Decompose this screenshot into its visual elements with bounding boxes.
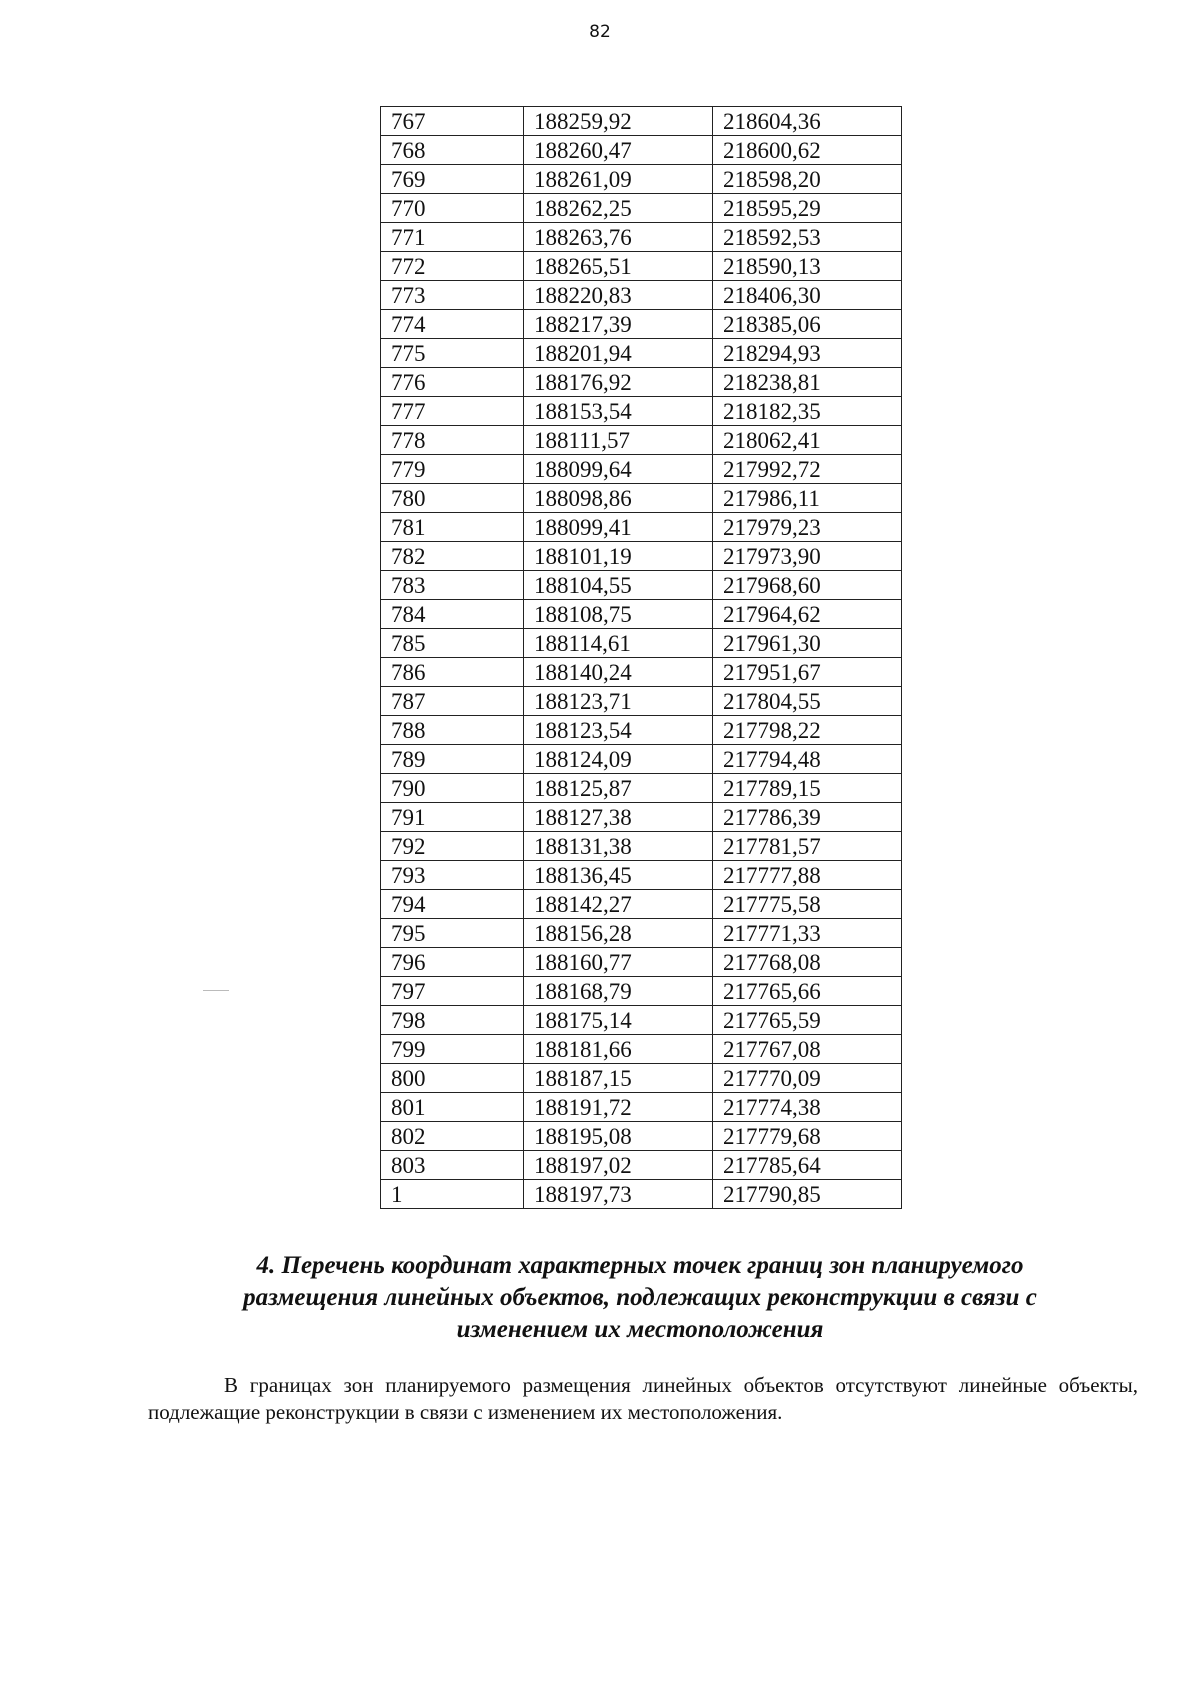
point-number-cell: 771 <box>381 223 524 252</box>
y-coordinate-cell: 217961,30 <box>713 629 902 658</box>
y-coordinate-cell: 218600,62 <box>713 136 902 165</box>
table-row <box>381 1006 902 1035</box>
x-coordinate-cell: 188123,54 <box>524 716 713 745</box>
y-coordinate-cell: 218385,06 <box>713 310 902 339</box>
x-coordinate-cell: 188153,54 <box>524 397 713 426</box>
x-coordinate-cell: 188191,72 <box>524 1093 713 1122</box>
x-coordinate-cell: 188131,38 <box>524 832 713 861</box>
x-coordinate-cell: 188259,92 <box>524 107 713 136</box>
point-number-cell: 778 <box>381 426 524 455</box>
y-coordinate-cell: 217768,08 <box>713 948 902 977</box>
x-coordinate-cell: 188175,14 <box>524 1006 713 1035</box>
point-number-cell: 785 <box>381 629 524 658</box>
point-number-cell: 780 <box>381 484 524 513</box>
x-coordinate-cell: 188127,38 <box>524 803 713 832</box>
x-coordinate-cell: 188108,75 <box>524 600 713 629</box>
x-coordinate-cell: 188098,86 <box>524 484 713 513</box>
y-coordinate-cell: 218182,35 <box>713 397 902 426</box>
y-coordinate-cell: 218598,20 <box>713 165 902 194</box>
x-coordinate-cell: 188124,09 <box>524 745 713 774</box>
table-row <box>381 281 902 310</box>
table-row <box>381 1151 902 1180</box>
x-coordinate-cell: 188136,45 <box>524 861 713 890</box>
table-row <box>381 107 902 136</box>
scan-mark <box>203 990 229 991</box>
point-number-cell: 801 <box>381 1093 524 1122</box>
y-coordinate-cell: 218294,93 <box>713 339 902 368</box>
x-coordinate-cell: 188181,66 <box>524 1035 713 1064</box>
y-coordinate-cell: 217779,68 <box>713 1122 902 1151</box>
table-row <box>381 368 902 397</box>
section-heading-line: 4. Перечень координат характерных точек границ зон планируемого <box>256 1252 1024 1279</box>
table-row <box>381 977 902 1006</box>
point-number-cell: 803 <box>381 1151 524 1180</box>
point-number-cell: 774 <box>381 310 524 339</box>
x-coordinate-cell: 188201,94 <box>524 339 713 368</box>
point-number-cell: 769 <box>381 165 524 194</box>
y-coordinate-cell: 217771,33 <box>713 919 902 948</box>
point-number-cell: 798 <box>381 1006 524 1035</box>
y-coordinate-cell: 218595,29 <box>713 194 902 223</box>
x-coordinate-cell: 188176,92 <box>524 368 713 397</box>
point-number-cell: 786 <box>381 658 524 687</box>
point-number-cell: 773 <box>381 281 524 310</box>
table-row <box>381 716 902 745</box>
y-coordinate-cell: 218590,13 <box>713 252 902 281</box>
point-number-cell: 783 <box>381 571 524 600</box>
point-number-cell: 788 <box>381 716 524 745</box>
x-coordinate-cell: 188142,27 <box>524 890 713 919</box>
y-coordinate-cell: 217798,22 <box>713 716 902 745</box>
point-number-cell: 782 <box>381 542 524 571</box>
table-row <box>381 890 902 919</box>
y-coordinate-cell: 217979,23 <box>713 513 902 542</box>
y-coordinate-cell: 217992,72 <box>713 455 902 484</box>
x-coordinate-cell: 188261,09 <box>524 165 713 194</box>
x-coordinate-cell: 188114,61 <box>524 629 713 658</box>
x-coordinate-cell: 188220,83 <box>524 281 713 310</box>
table-row <box>381 136 902 165</box>
point-number-cell: 1 <box>381 1180 524 1209</box>
point-number-cell: 787 <box>381 687 524 716</box>
table-row <box>381 1180 902 1209</box>
point-number-cell: 791 <box>381 803 524 832</box>
y-coordinate-cell: 217964,62 <box>713 600 902 629</box>
x-coordinate-cell: 188262,25 <box>524 194 713 223</box>
point-number-cell: 779 <box>381 455 524 484</box>
y-coordinate-cell: 217777,88 <box>713 861 902 890</box>
table-row <box>381 658 902 687</box>
y-coordinate-cell: 217794,48 <box>713 745 902 774</box>
x-coordinate-cell: 188101,19 <box>524 542 713 571</box>
x-coordinate-cell: 188265,51 <box>524 252 713 281</box>
table-row <box>381 687 902 716</box>
y-coordinate-cell: 217781,57 <box>713 832 902 861</box>
table-row <box>381 1093 902 1122</box>
table-row <box>381 571 902 600</box>
y-coordinate-cell: 218406,30 <box>713 281 902 310</box>
y-coordinate-cell: 217767,08 <box>713 1035 902 1064</box>
y-coordinate-cell: 217785,64 <box>713 1151 902 1180</box>
table-row <box>381 919 902 948</box>
table-row <box>381 1064 902 1093</box>
table-row <box>381 948 902 977</box>
y-coordinate-cell: 217790,85 <box>713 1180 902 1209</box>
point-number-cell: 790 <box>381 774 524 803</box>
x-coordinate-cell: 188263,76 <box>524 223 713 252</box>
point-number-cell: 796 <box>381 948 524 977</box>
point-number-cell: 772 <box>381 252 524 281</box>
table-row <box>381 629 902 658</box>
table-row <box>381 803 902 832</box>
table-row <box>381 1035 902 1064</box>
x-coordinate-cell: 188260,47 <box>524 136 713 165</box>
y-coordinate-cell: 218604,36 <box>713 107 902 136</box>
point-number-cell: 794 <box>381 890 524 919</box>
x-coordinate-cell: 188197,02 <box>524 1151 713 1180</box>
table-row <box>381 542 902 571</box>
table-row <box>381 513 902 542</box>
section-heading <box>150 1250 1130 1346</box>
page-number: 82 <box>589 22 611 42</box>
point-number-cell: 793 <box>381 861 524 890</box>
table-row <box>381 861 902 890</box>
section-body-text: В границах зон планируемого размещения линейных объектов отсутствуют линейные объекты, подлежащие реконструкции в связи с изменением их местоположения. <box>148 1373 1138 1424</box>
y-coordinate-cell: 218238,81 <box>713 368 902 397</box>
table-row <box>381 310 902 339</box>
point-number-cell: 770 <box>381 194 524 223</box>
x-coordinate-cell: 188125,87 <box>524 774 713 803</box>
y-coordinate-cell: 217770,09 <box>713 1064 902 1093</box>
table-row <box>381 397 902 426</box>
x-coordinate-cell: 188187,15 <box>524 1064 713 1093</box>
y-coordinate-cell: 217986,11 <box>713 484 902 513</box>
point-number-cell: 792 <box>381 832 524 861</box>
x-coordinate-cell: 188195,08 <box>524 1122 713 1151</box>
point-number-cell: 781 <box>381 513 524 542</box>
y-coordinate-cell: 217765,59 <box>713 1006 902 1035</box>
y-coordinate-cell: 217951,67 <box>713 658 902 687</box>
table-row <box>381 745 902 774</box>
point-number-cell: 795 <box>381 919 524 948</box>
y-coordinate-cell: 217968,60 <box>713 571 902 600</box>
point-number-cell: 799 <box>381 1035 524 1064</box>
table-row <box>381 223 902 252</box>
y-coordinate-cell: 217789,15 <box>713 774 902 803</box>
y-coordinate-cell: 217786,39 <box>713 803 902 832</box>
coordinates-table <box>380 106 902 1209</box>
point-number-cell: 802 <box>381 1122 524 1151</box>
coordinates-table-body <box>381 107 902 1209</box>
x-coordinate-cell: 188217,39 <box>524 310 713 339</box>
x-coordinate-cell: 188123,71 <box>524 687 713 716</box>
y-coordinate-cell: 218062,41 <box>713 426 902 455</box>
x-coordinate-cell: 188197,73 <box>524 1180 713 1209</box>
table-row <box>381 339 902 368</box>
point-number-cell: 767 <box>381 107 524 136</box>
y-coordinate-cell: 217775,58 <box>713 890 902 919</box>
point-number-cell: 777 <box>381 397 524 426</box>
point-number-cell: 797 <box>381 977 524 1006</box>
y-coordinate-cell: 217765,66 <box>713 977 902 1006</box>
x-coordinate-cell: 188104,55 <box>524 571 713 600</box>
y-coordinate-cell: 218592,53 <box>713 223 902 252</box>
x-coordinate-cell: 188156,28 <box>524 919 713 948</box>
point-number-cell: 775 <box>381 339 524 368</box>
table-row <box>381 426 902 455</box>
y-coordinate-cell: 217804,55 <box>713 687 902 716</box>
table-row <box>381 165 902 194</box>
table-row <box>381 1122 902 1151</box>
point-number-cell: 776 <box>381 368 524 397</box>
table-row <box>381 484 902 513</box>
x-coordinate-cell: 188168,79 <box>524 977 713 1006</box>
table-row <box>381 832 902 861</box>
x-coordinate-cell: 188160,77 <box>524 948 713 977</box>
section-heading-line: размещения линейных объектов, подлежащих реконструкции в связи с <box>243 1284 1037 1311</box>
table-row <box>381 252 902 281</box>
table-row <box>381 194 902 223</box>
y-coordinate-cell: 217774,38 <box>713 1093 902 1122</box>
section-heading-line: изменением их местоположения <box>456 1316 824 1343</box>
table-row <box>381 600 902 629</box>
table-row <box>381 455 902 484</box>
x-coordinate-cell: 188111,57 <box>524 426 713 455</box>
point-number-cell: 784 <box>381 600 524 629</box>
point-number-cell: 789 <box>381 745 524 774</box>
table-row <box>381 774 902 803</box>
y-coordinate-cell: 217973,90 <box>713 542 902 571</box>
x-coordinate-cell: 188140,24 <box>524 658 713 687</box>
point-number-cell: 800 <box>381 1064 524 1093</box>
x-coordinate-cell: 188099,64 <box>524 455 713 484</box>
x-coordinate-cell: 188099,41 <box>524 513 713 542</box>
point-number-cell: 768 <box>381 136 524 165</box>
